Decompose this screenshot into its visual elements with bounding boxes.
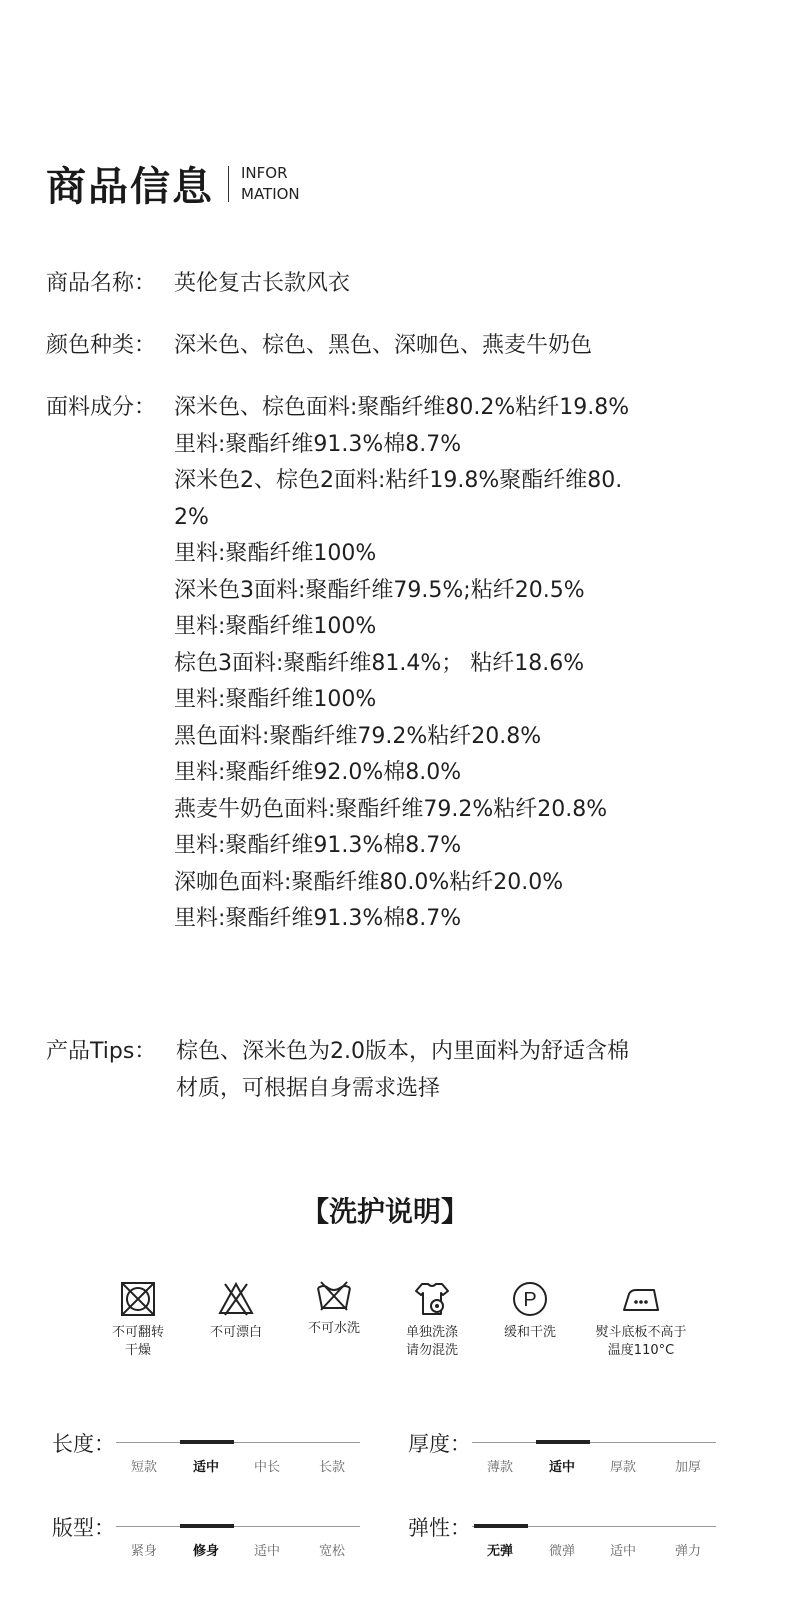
fabric-line: 深米色2、棕色2面料:粘纤19.8%聚酯纤维80. [174, 468, 623, 493]
dry-clean-icon [511, 1280, 549, 1318]
care-label-line: 不可水洗 [307, 1321, 360, 1336]
meter-option-selected: 修身 [192, 1544, 219, 1559]
meter-option-selected: 适中 [192, 1460, 219, 1475]
care-label [377, 1324, 487, 1360]
fabric-line: 里料:聚酯纤维91.3%棉8.7% [174, 906, 462, 931]
fabric-line: 里料:聚酯纤维91.3%棉8.7% [174, 431, 462, 457]
care-label-line: 请勿混洗 [405, 1343, 458, 1358]
fabric-line: 棕色3面料:聚酯纤维81.4%； 粘纤18.6% [174, 650, 585, 676]
meter-option: 适中 [253, 1544, 280, 1559]
meter-option: 加厚 [674, 1460, 701, 1475]
no-tumble-dry-icon [119, 1280, 157, 1318]
care-item-no-wash [279, 1278, 389, 1338]
meter-label: 长度： [52, 1432, 115, 1456]
care-label [83, 1324, 193, 1360]
care-title: 【洗护说明】 [300, 1195, 469, 1228]
care-item-wash-separately [377, 1280, 487, 1360]
care-label [583, 1324, 699, 1360]
meter-track [116, 1526, 360, 1527]
section-title: 商品信息 [46, 164, 214, 210]
title-divider [228, 166, 229, 202]
fabric-lines [174, 390, 629, 938]
tips-line: 材质，可根据自身需求选择 [176, 1075, 441, 1101]
title-en-line-2: MATION [241, 184, 300, 203]
care-item-no-tumble-dry [83, 1280, 193, 1360]
meter-option: 宽松 [318, 1544, 345, 1559]
meter-option: 紧身 [130, 1544, 157, 1559]
iron-icon [620, 1280, 662, 1318]
section-title-en [241, 163, 300, 205]
meter-label: 厚度： [408, 1432, 471, 1456]
fabric-line: 黑色面料:聚酯纤维79.2%粘纤20.8% [174, 723, 542, 749]
meter-option: 中长 [253, 1460, 280, 1475]
care-label-line: 单独洗涤 [405, 1325, 458, 1340]
length-meter [52, 1428, 362, 1478]
care-label-line: 不可漂白 [209, 1325, 262, 1340]
elasticity-meter [408, 1512, 718, 1562]
fabric-label: 面料成分： [46, 395, 157, 420]
care-label-line: 不可翻转 [111, 1325, 164, 1340]
meter-selected-mark [474, 1524, 528, 1528]
tips-lines [176, 1034, 629, 1107]
fabric-line: 深米色3面料:聚酯纤维79.5%;粘纤20.5% [174, 577, 585, 603]
fabric-line: 燕麦牛奶色面料:聚酯纤维79.2%粘纤20.8% [174, 796, 608, 822]
meter-option-selected: 适中 [548, 1460, 575, 1475]
meter-option: 短款 [130, 1460, 157, 1475]
fit-meter [52, 1512, 362, 1562]
fabric-row [46, 390, 629, 938]
fabric-line: 里料:聚酯纤维100% [174, 541, 377, 566]
svg-text:P: P [523, 1289, 537, 1311]
meter-label: 版型： [52, 1516, 115, 1540]
meter-option: 长款 [318, 1460, 345, 1475]
care-label-line: 干燥 [124, 1343, 151, 1358]
tips-label: 产品Tips： [46, 1039, 157, 1064]
fabric-line: 里料:聚酯纤维100% [174, 614, 377, 639]
wash-separately-icon [413, 1280, 451, 1318]
colors-row [46, 328, 592, 365]
care-item-no-bleach [181, 1280, 291, 1342]
meter-option-selected: 无弹 [486, 1544, 513, 1559]
meter-option: 微弹 [548, 1544, 575, 1559]
care-label-line: 缓和干洗 [503, 1325, 556, 1340]
fabric-line: 深米色、棕色面料:聚酯纤维80.2%粘纤19.8% [174, 395, 630, 420]
care-label-line: 熨斗底板不高于 [595, 1325, 687, 1340]
care-label [279, 1320, 389, 1338]
meter-selected-mark [180, 1524, 234, 1528]
care-item-dry-clean [475, 1280, 585, 1342]
fabric-line: 2% [174, 504, 209, 530]
care-label [475, 1324, 585, 1342]
care-label [181, 1324, 291, 1342]
thickness-meter [408, 1428, 718, 1478]
fabric-line: 里料:聚酯纤维100% [174, 687, 377, 712]
colors-label: 颜色种类： [46, 333, 157, 358]
colors-value: 深米色、棕色、黑色、深咖色、燕麦牛奶色 [174, 333, 593, 358]
no-wash-icon [315, 1278, 353, 1314]
meter-selected-mark [536, 1440, 590, 1444]
section-header [46, 155, 300, 212]
meter-label: 弹性： [408, 1516, 471, 1540]
meter-option: 厚款 [609, 1460, 636, 1475]
meter-option: 薄款 [486, 1460, 513, 1475]
meter-option: 弹力 [674, 1544, 701, 1559]
meter-option: 适中 [609, 1544, 636, 1559]
care-label-line: 温度110°C [607, 1343, 675, 1358]
meter-track [116, 1442, 360, 1443]
care-item-iron [583, 1280, 699, 1360]
meter-selected-mark [180, 1440, 234, 1444]
tips-row [46, 1034, 629, 1107]
tips-line: 棕色、深米色为2.0版本，内里面料为舒适含棉 [176, 1039, 629, 1064]
product-name-row [46, 266, 350, 303]
product-name-value: 英伦复古长款风衣 [174, 271, 351, 296]
product-name-label: 商品名称： [46, 271, 157, 296]
no-bleach-icon [217, 1280, 255, 1318]
fabric-line: 里料:聚酯纤维91.3%棉8.7% [174, 833, 462, 858]
fabric-line: 里料:聚酯纤维92.0%棉8.0% [174, 760, 462, 785]
fabric-line: 深咖色面料:聚酯纤维80.0%粘纤20.0% [174, 869, 564, 895]
title-en-line-1: INFOR [241, 163, 288, 182]
meter-track [472, 1442, 716, 1443]
